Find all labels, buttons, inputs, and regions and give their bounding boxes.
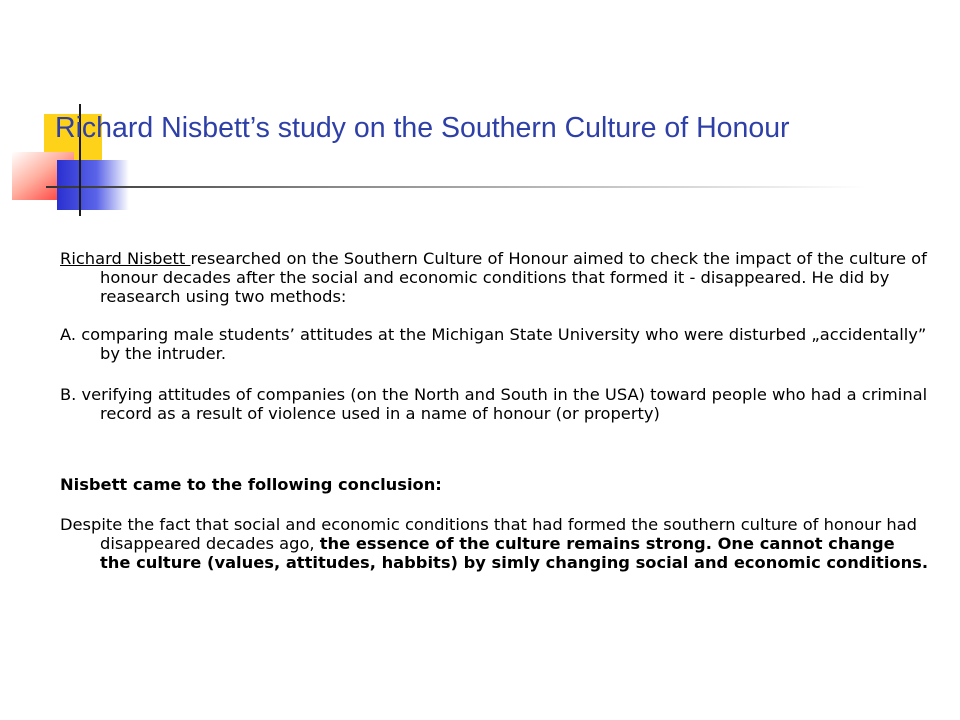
intro-text: researched on the Southern Culture of Honour aimed to check the impact of the culture of honour decades after the social and economic conditions that formed it - disappeared. He did by reasearch using two methods: (100, 249, 927, 306)
page-title: Richard Nisbett’s study on the Southern Culture of Honour (55, 112, 790, 144)
method-b: B. verifying attitudes of companies (on the North and South in the USA) toward people who had a criminal record as a result of violence used in a name of honour (or property) (60, 384, 928, 423)
blue-square (57, 160, 129, 210)
title-rule (46, 186, 866, 188)
conclusion-text: Despite the fact that social and economic conditions that had formed the southern culture of honour had disappeared decades ago, (60, 515, 917, 554)
method-a: A. comparing male students’ attitudes at the Michigan State University who were disturbed „accidentally” by the intruder. (60, 325, 927, 364)
nisbett-link: Richard Nisbett (60, 249, 191, 268)
slide-body (60, 250, 930, 593)
conclusion-bold-text: the essence of the culture remains strong. One cannot change the culture (values, attitudes, habbits) by simly changing social and economic conditions. (100, 534, 929, 572)
conclusion-paragraph (60, 516, 930, 572)
intro-paragraph (60, 250, 930, 306)
conclusion-heading: Nisbett came to the following conclusion: (60, 474, 442, 494)
